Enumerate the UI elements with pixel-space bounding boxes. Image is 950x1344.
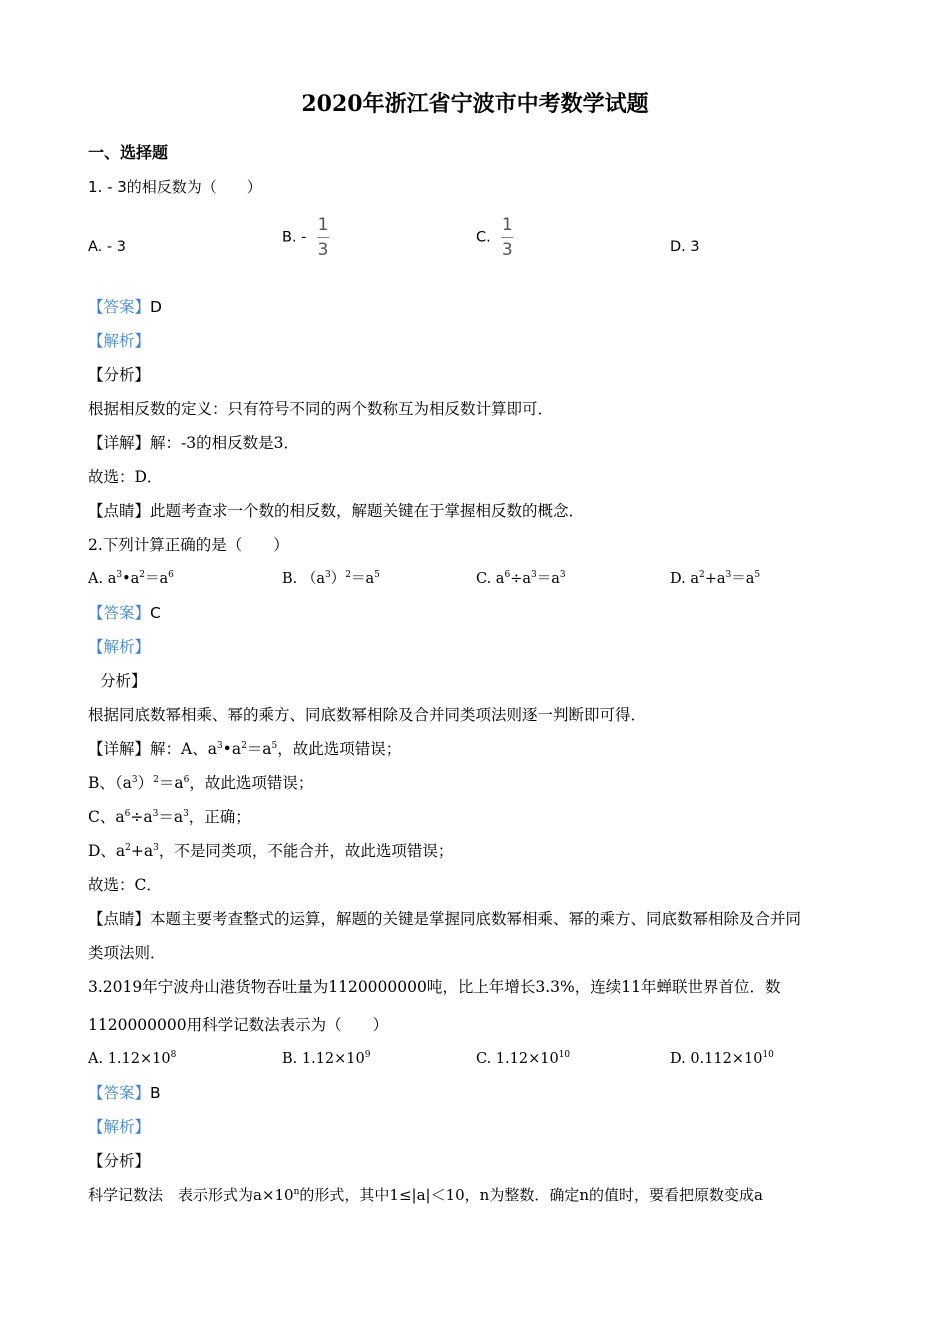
q2-xiangjie-c [88,806,251,828]
q2-xiangjie-d [88,840,453,862]
exponent: 3 [153,843,159,853]
expr-part: 科学记数法 表示形式为a×10 [88,1186,294,1204]
answer-label: 【答案】 [88,604,151,622]
q3-stem-2: 1120000000用科学记数法表示为（ ） [88,1016,389,1034]
q2-option-b [282,568,380,590]
q2-answer [88,602,161,624]
q1-option-c [476,214,513,261]
exponent: 3 [152,809,159,819]
answer-value: B [150,1084,161,1102]
q1-option-b-fraction [317,214,329,261]
exponent: 6 [183,775,190,785]
fraction-denominator: 3 [317,240,329,260]
expr-part: ） [137,774,154,792]
q2-jiexi-label: 【解析】 [88,638,151,656]
expr-part: D. 0.112×10 [670,1051,763,1067]
q1-option-c-label: C. [476,229,491,246]
q3-option-a [88,1048,176,1070]
expr-part: ＝a [246,740,272,758]
section-heading: 一、选择题 [88,143,169,162]
q1-xiangjie: 【详解】解：‐3的相反数是3． [88,434,299,452]
fraction-numerator: 1 [317,215,329,235]
q1-option-d: D. 3 [670,239,700,255]
exponent: n [293,1187,300,1197]
q2-fenxi-label: 分析】 [100,672,147,690]
q1-option-b-label: B. ‐ [282,229,307,246]
q3-fenxi-text [88,1184,763,1206]
q2-stem: 2.下列计算正确的是（ ） [88,536,289,554]
expr-part: ＝a [158,808,184,826]
expr-part: •a [222,740,242,758]
expr-part: A. a [88,571,117,587]
expr-part: ＝a [536,571,560,587]
expr-part: ，正确； [188,808,251,826]
exponent: 3 [216,741,223,751]
expr-part: •a [122,571,140,587]
fraction-numerator: 1 [501,215,513,235]
q3-jiexi-label: 【解析】 [88,1118,151,1136]
q3-option-c [476,1048,570,1070]
expr-part: B、（a [88,774,132,792]
q2-fenxi-text: 根据同底数幂相乘、幂的乘方、同底数幂相除及合并同类项法则逐一判断即可得． [88,706,647,724]
q3-stem-1: 3.2019年宁波舟山港货物吞吐量为1120000000吨，比上年增长3.3%，连续11年蝉联世界首位．数 [88,978,781,996]
exponent: 2 [139,570,146,580]
q2-dianjing-2: 类项法则． [88,944,166,962]
expr-part: 的形式，其中1≤|a|＜10，n为整数．确定n的值时，要看把原数变成a [299,1186,763,1204]
answer-value: C [150,604,161,622]
expr-part: C. a [476,571,505,587]
q3-answer [88,1082,161,1104]
q1-fenxi-label: 【分析】 [88,366,151,384]
exponent: 6 [124,809,131,819]
expr-part: ＝a [351,571,375,587]
answer-label: 【答案】 [88,298,151,316]
exponent: 3 [325,570,331,580]
q1-option-b [282,214,329,261]
expr-part: +a [704,571,726,587]
q3-option-b [282,1048,371,1070]
expr-part: B. 1.12×10 [282,1051,365,1067]
exponent: 3 [530,570,537,580]
expr-part: D. a [670,571,699,587]
exponent: 5 [271,741,278,751]
expr-part: ＝a [145,571,169,587]
exponent: 5 [754,570,761,580]
expr-part: ） [330,571,346,587]
q1-answer [88,296,162,318]
exponent: 10 [558,1050,571,1060]
q2-option-c [476,568,566,590]
exponent: 3 [131,775,138,785]
exponent: 9 [364,1050,371,1060]
exponent: 3 [116,570,123,580]
exponent: 10 [762,1050,774,1060]
q2-dianjing-1: 【点睛】本题主要考查整式的运算，解题的关键是掌握同底数幂相乘、幂的乘方、同底数幂相除及合并同 [88,910,802,928]
q2-xiangjie-b [88,772,313,794]
q1-stem: 1. ‐ 3的相反数为（ ） [88,178,262,196]
expr-part: A. 1.12×10 [88,1051,171,1067]
exponent: 6 [168,570,174,580]
exponent: 5 [374,570,380,580]
q2-option-a [88,568,174,590]
fraction-bar [501,237,513,238]
expr-part: ÷a [510,571,531,587]
expr-part: ＝a [158,774,184,792]
fraction-bar [317,237,329,238]
expr-part: ，不是同类项，不能合并，故此选项错误； [158,842,454,860]
q2-xiangjie-a [88,738,401,760]
q2-guxuan: 故选：C． [88,876,162,894]
q1-dianjing: 【点睛】此题考查求一个数的相反数，解题关键在于掌握相反数的概念． [88,502,585,520]
q3-fenxi-label: 【分析】 [88,1152,151,1170]
q3-option-d [670,1048,774,1070]
exponent: 2 [125,843,131,853]
fraction-denominator: 3 [501,240,513,260]
expr-part: ，故此选项错误； [189,774,314,792]
exponent: 3 [183,809,189,819]
expr-part: +a [130,842,154,860]
exponent: 2 [698,570,705,580]
expr-part: ＝a [731,571,755,587]
expr-part: ÷a [130,808,153,826]
expr-part: C、a [88,808,125,826]
exponent: 2 [241,741,247,751]
exponent: 8 [170,1050,177,1060]
answer-label: 【答案】 [88,1084,151,1102]
expr-part: B. （a [282,571,326,587]
q1-option-a: A. ‐ 3 [88,239,126,255]
expr-part: 【详解】解：A、a [88,740,217,758]
q1-option-c-fraction [501,214,513,261]
answer-value: D [150,298,162,316]
expr-part: C. 1.12×10 [476,1051,559,1067]
q1-jiexi-label: 【解析】 [88,332,151,350]
exponent: 2 [153,775,159,785]
exponent: 3 [559,570,566,580]
exponent: 2 [345,570,351,580]
exponent: 6 [504,570,511,580]
exponent: 3 [725,570,732,580]
expr-part: D、a [88,842,126,860]
expr-part: ，故此选项错误； [277,740,402,758]
q2-option-d [670,568,760,590]
q1-fenxi-text: 根据相反数的定义：只有符号不同的两个数称互为相反数计算即可． [88,400,554,418]
q1-guxuan: 故选：D． [88,468,163,486]
page-title: 2020年浙江省宁波市中考数学试题 [301,91,649,117]
